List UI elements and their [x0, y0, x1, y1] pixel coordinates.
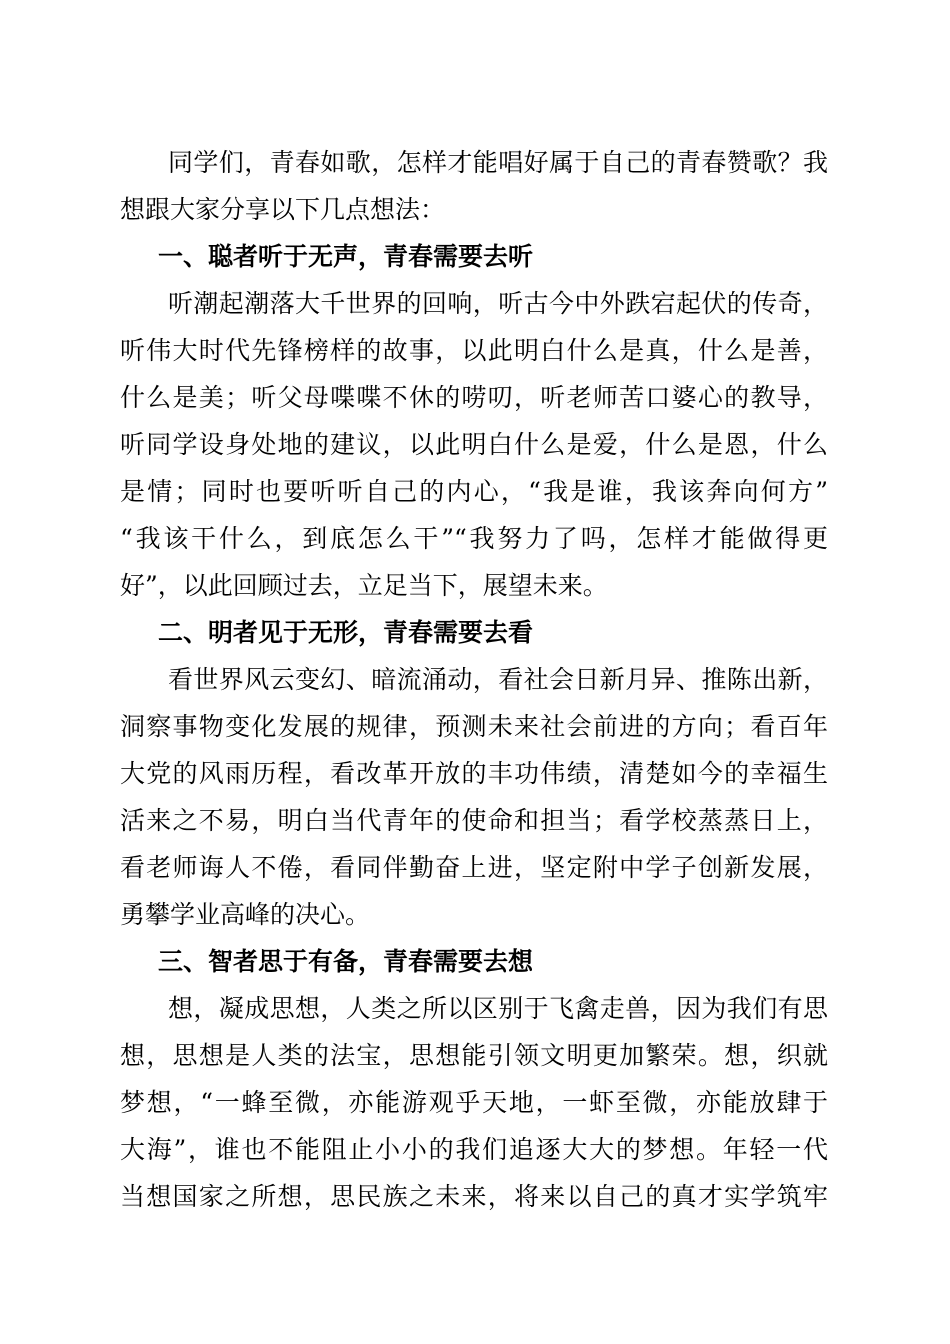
paragraph-line: 听同学设身处地的建议，以此明白什么是爱，什么是恩，什么 — [120, 430, 828, 459]
intro-line: 想跟大家分享以下几点想法： — [120, 195, 446, 224]
paragraph-line: 洞察事物变化发展的规律，预测未来社会前进的方向；看百年 — [120, 712, 828, 741]
paragraph-line: “我该干什么，到底怎么干”“我努力了吗，怎样才能做得更 — [120, 524, 828, 553]
paragraph-line: 大海”，谁也不能阻止小小的我们追逐大大的梦想。年轻一代 — [120, 1135, 828, 1164]
document-body — [120, 139, 828, 1220]
paragraph-line: 当想国家之所想，思民族之未来，将来以自己的真才实学筑牢 — [120, 1182, 828, 1211]
paragraph-line: 是情；同时也要听听自己的内心，“我是谁，我该奔向何方” — [120, 477, 828, 506]
paragraph-line: 想，凝成思想，人类之所以区别于飞禽走兽，因为我们有思 — [168, 994, 828, 1023]
intro-line: 同学们，青春如歌，怎样才能唱好属于自己的青春赞歌？我 — [168, 148, 828, 177]
paragraph-line: 勇攀学业高峰的决心。 — [120, 900, 371, 929]
paragraph-line: 好”，以此回顾过去，立足当下，展望未来。 — [120, 571, 608, 600]
section-heading: 三、智者思于有备，青春需要去想 — [158, 947, 534, 976]
paragraph-line: 听伟大时代先锋榜样的故事，以此明白什么是真，什么是善， — [120, 336, 828, 365]
paragraph-line: 活来之不易，明白当代青年的使命和担当；看学校蒸蒸日上， — [120, 806, 828, 835]
section-heading: 二、明者见于无形，青春需要去看 — [158, 618, 534, 647]
paragraph-line: 听潮起潮落大千世界的回响，听古今中外跌宕起伏的传奇， — [168, 289, 828, 318]
paragraph-line: 什么是美；听父母喋喋不休的唠叨，听老师苦口婆心的教导， — [120, 383, 828, 412]
section-heading: 一、聪者听于无声，青春需要去听 — [158, 242, 534, 271]
paragraph-line: 梦想，“一蜂至微，亦能游观乎天地，一虾至微，亦能放肆于 — [120, 1088, 828, 1117]
paragraph-line: 大党的风雨历程，看改革开放的丰功伟绩，清楚如今的幸福生 — [120, 759, 828, 788]
paragraph-line: 看老师诲人不倦，看同伴勤奋上进，坚定附中学子创新发展， — [120, 853, 828, 882]
paragraph-line: 想，思想是人类的法宝，思想能引领文明更加繁荣。想，织就 — [120, 1041, 828, 1070]
paragraph-line: 看世界风云变幻、暗流涌动，看社会日新月异、推陈出新， — [168, 665, 828, 694]
